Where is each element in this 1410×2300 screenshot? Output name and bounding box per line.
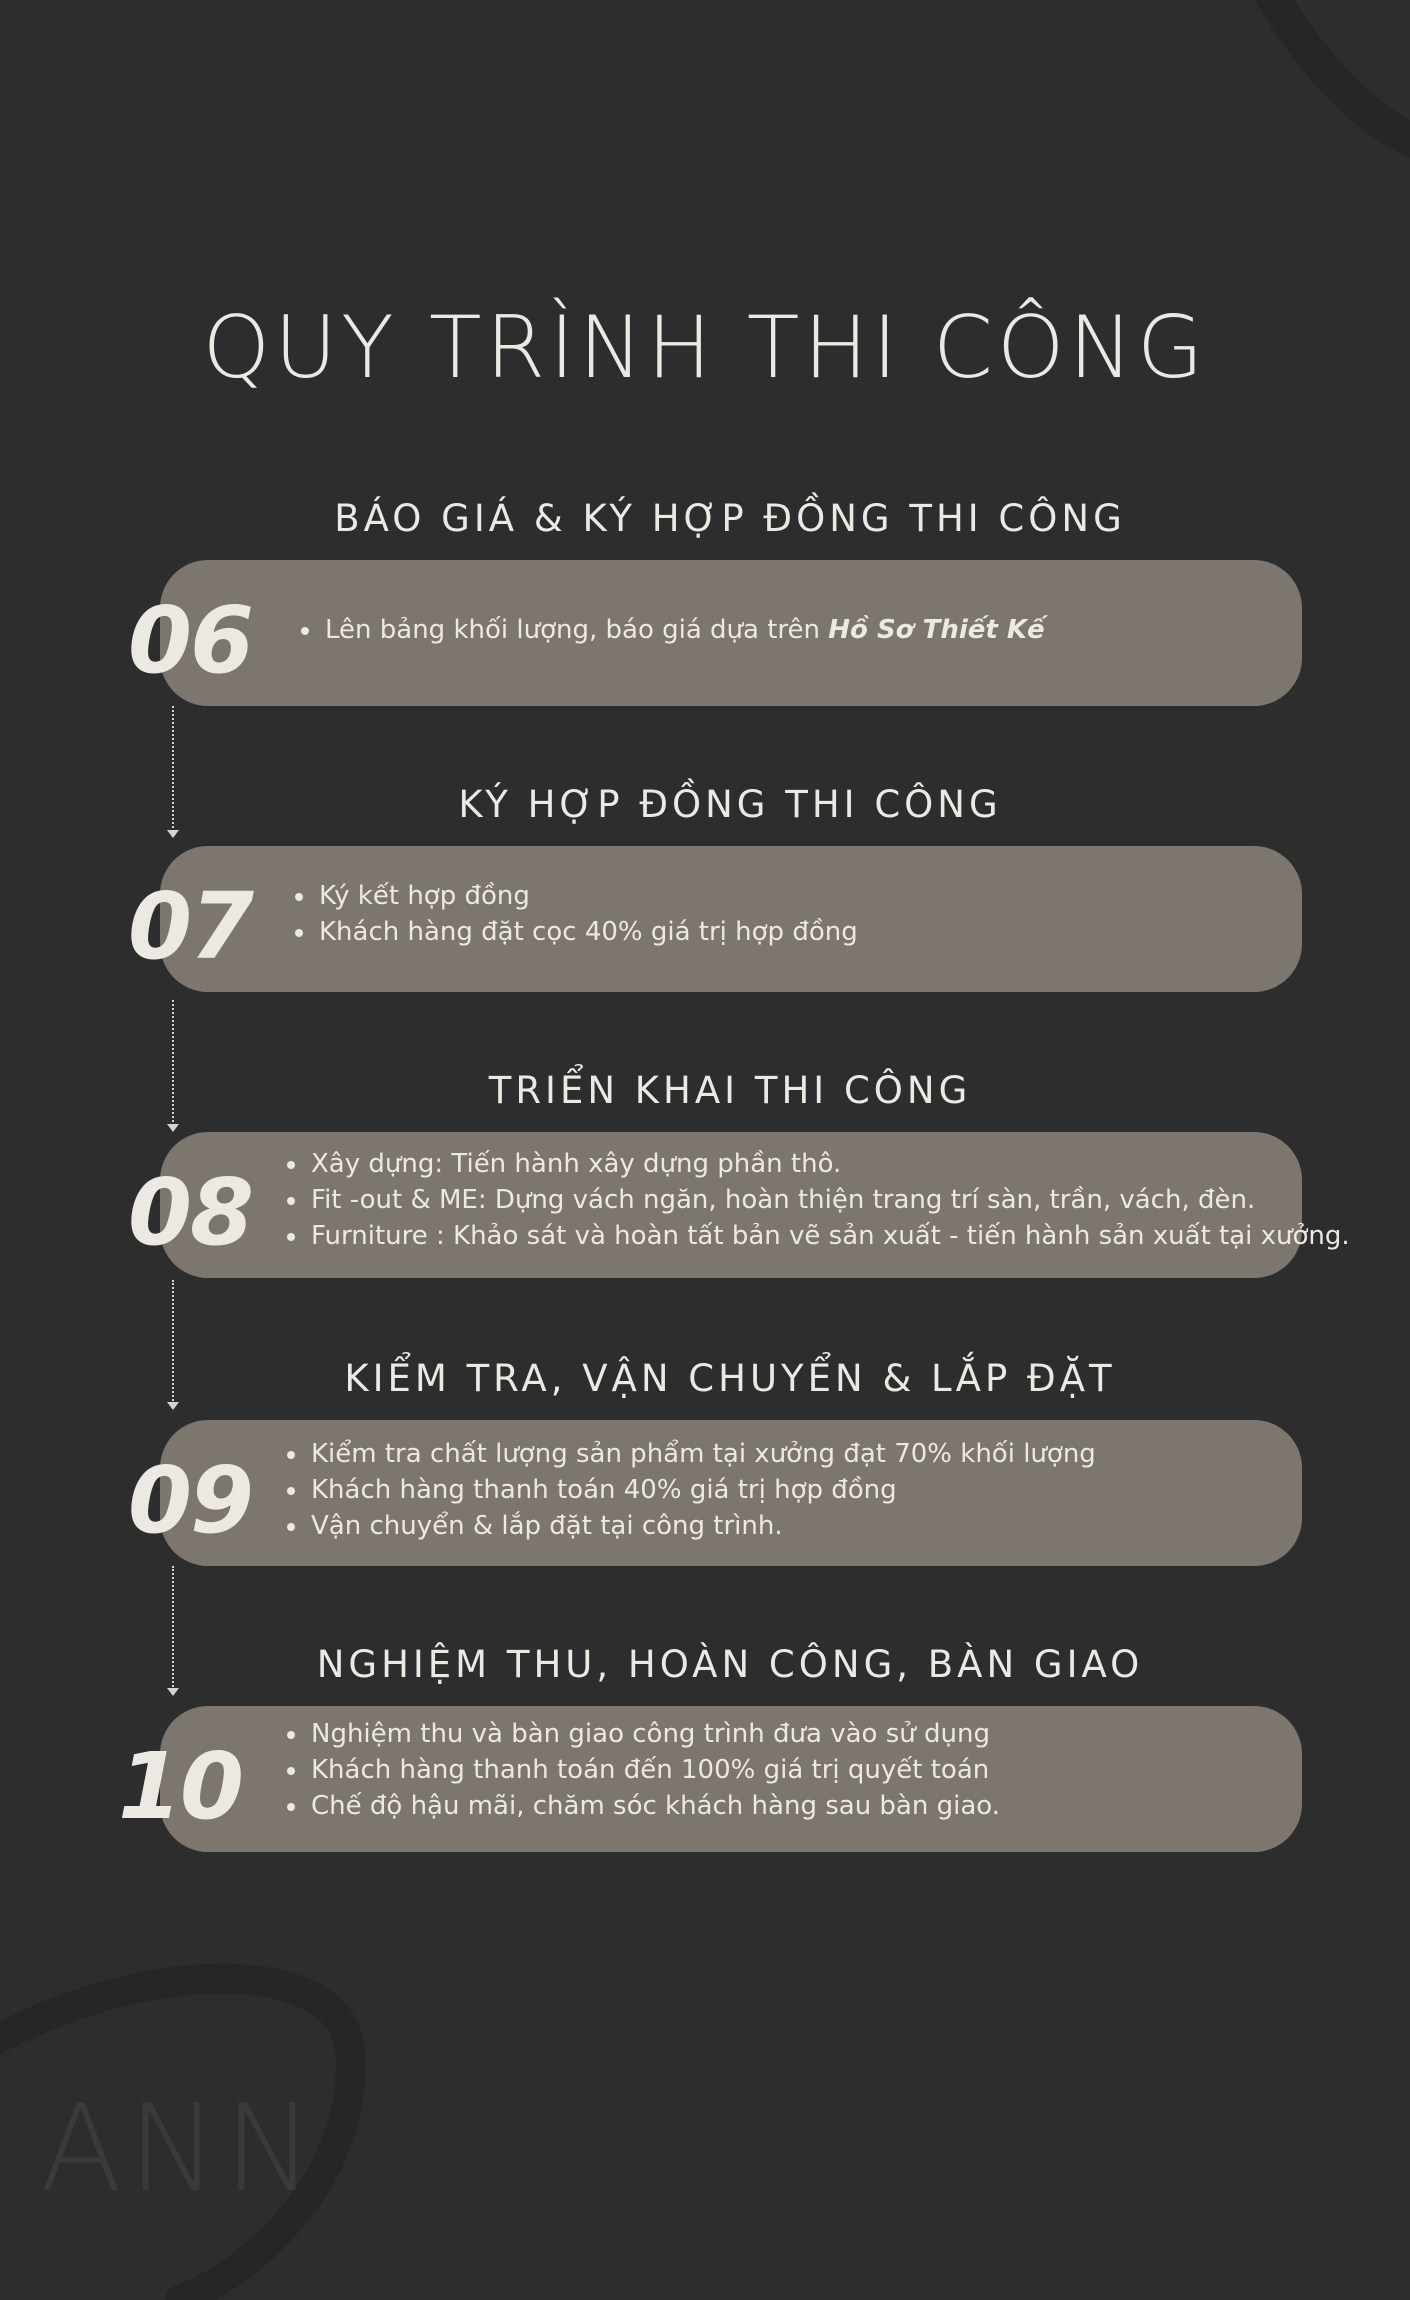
step-bullet-list bbox=[292, 878, 858, 950]
bullet-item: Khách hàng thanh toán 40% giá trị hợp đồng bbox=[284, 1472, 1096, 1508]
bullet-item: Chế độ hậu mãi, chăm sóc khách hàng sau bàn giao. bbox=[284, 1788, 1000, 1824]
bullet-item: Khách hàng thanh toán đến 100% giá trị quyết toán bbox=[284, 1752, 1000, 1788]
bullet-item: Xây dựng: Tiến hành xây dựng phần thô. bbox=[284, 1146, 1350, 1182]
bullet-item bbox=[298, 612, 1045, 648]
step-bullet-list bbox=[284, 1436, 1096, 1544]
bullet-item: Khách hàng đặt cọc 40% giá trị hợp đồng bbox=[292, 914, 858, 950]
bullet-text: Lên bảng khối lượng, báo giá dựa trên bbox=[325, 615, 829, 645]
bullet-item: Furniture : Khảo sát và hoàn tất bản vẽ sản xuất - tiến hành sản xuất tại xưởng. bbox=[284, 1218, 1350, 1254]
step-number: 06 bbox=[128, 587, 253, 694]
bullet-item: Vận chuyển & lắp đặt tại công trình. bbox=[284, 1508, 1096, 1544]
step-title: TRIỂN KHAI THI CÔNG bbox=[488, 1069, 972, 1112]
step-bullet-list bbox=[284, 1716, 1000, 1824]
background-curve-top bbox=[1150, 0, 1410, 220]
bullet-item: Nghiệm thu và bàn giao công trình đưa vào sử dụng bbox=[284, 1716, 1000, 1752]
step-title: NGHIỆM THU, HOÀN CÔNG, BÀN GIAO bbox=[316, 1643, 1144, 1686]
step-number: 08 bbox=[128, 1159, 253, 1266]
step-bullet-list bbox=[284, 1146, 1350, 1254]
watermark-logo: ANN bbox=[40, 2080, 320, 2219]
step-title: KIỂM TRA, VẬN CHUYỂN & LẮP ĐẶT bbox=[344, 1357, 1116, 1400]
bullet-item: Fit -out & ME: Dựng vách ngăn, hoàn thiện trang trí sàn, trần, vách, đèn. bbox=[284, 1182, 1350, 1218]
bullet-item: Ký kết hợp đồng bbox=[292, 878, 858, 914]
step-number: 10 bbox=[118, 1733, 243, 1840]
step-number: 09 bbox=[128, 1447, 253, 1554]
bullet-item: Kiểm tra chất lượng sản phẩm tại xưởng đạt 70% khối lượng bbox=[284, 1436, 1096, 1472]
page-title: QUY TRÌNH THI CÔNG bbox=[202, 298, 1208, 398]
step-title: KÝ HỢP ĐỒNG THI CÔNG bbox=[458, 783, 1002, 826]
step-title: BÁO GIÁ & KÝ HỢP ĐỒNG THI CÔNG bbox=[334, 497, 1126, 540]
step-number: 07 bbox=[128, 873, 253, 980]
bullet-emphasis: Hồ Sơ Thiết Kế bbox=[828, 615, 1045, 645]
step-bullet-list bbox=[298, 612, 1045, 648]
